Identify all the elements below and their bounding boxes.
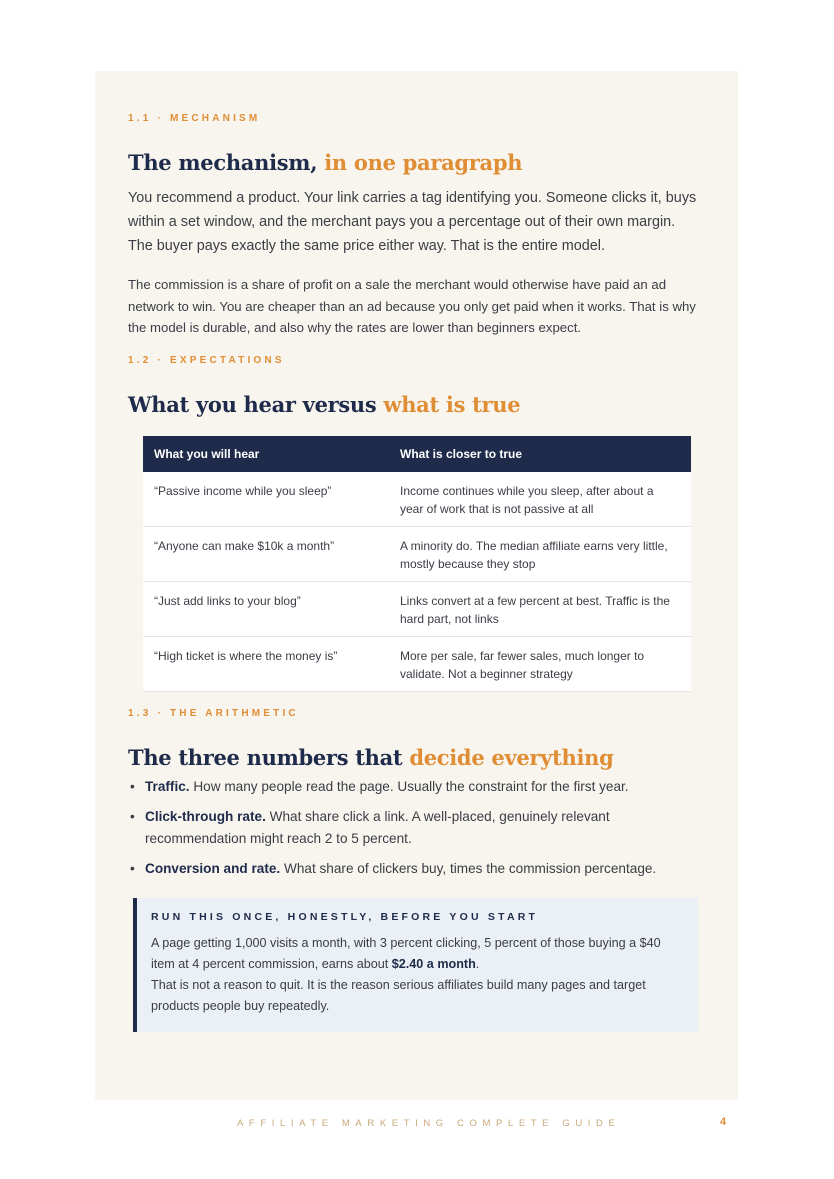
table-cell-truth: A minority do. The median affiliate earns very little, mostly because they stop <box>389 527 691 582</box>
table-row <box>143 637 691 692</box>
callout-text-end: . <box>475 957 480 971</box>
section-eyebrow-mechanism: 1.1 · MECHANISM <box>128 113 261 124</box>
table-cell-truth: More per sale, far fewer sales, much longer to validate. Not a beginner strategy <box>389 637 691 692</box>
table-header-row <box>143 436 691 472</box>
callout-title: RUN THIS ONCE, HONESTLY, BEFORE YOU START <box>151 911 539 923</box>
callout-box <box>133 898 698 1032</box>
list-item-term: Conversion and rate. <box>145 861 281 876</box>
numbers-list <box>128 776 703 888</box>
table-row <box>143 582 691 637</box>
list-item-term: Click-through rate. <box>145 809 266 824</box>
bullet-icon: • <box>130 861 135 876</box>
title-main: What you hear versus <box>128 392 384 417</box>
list-item-text: What share click a link. A well-placed, genuinely relevant recommendation might reach 2 to 5 percent. <box>145 809 610 846</box>
list-item <box>128 858 703 880</box>
table-cell-truth: Links convert at a few percent at best. Traffic is the hard part, not links <box>389 582 691 637</box>
table-row <box>143 527 691 582</box>
callout-text-second: That is not a reason to quit. It is the reason serious affiliates build many pages and target products people buy repeatedly. <box>151 978 646 1013</box>
table-row <box>143 472 691 527</box>
list-item-text: How many people read the page. Usually the constraint for the first year. <box>189 779 629 794</box>
callout-text: A page getting 1,000 visits a month, with 3 percent clicking, 5 percent of those buying a $40 item at 4 percent commission, earns about <box>151 936 661 971</box>
table-cell-truth: Income continues while you sleep, after about a year of work that is not passive at all <box>389 472 691 527</box>
callout-body <box>151 933 684 1017</box>
page-number: 4 <box>720 1116 727 1128</box>
section-title-expectations <box>128 392 520 417</box>
comparison-table <box>143 436 691 692</box>
section-eyebrow-expectations: 1.2 · EXPECTATIONS <box>128 355 285 366</box>
callout-highlight: $2.40 a month <box>391 957 476 971</box>
column-header-hear: What you will hear <box>143 436 389 472</box>
table-cell-claim: “Passive income while you sleep” <box>143 472 389 527</box>
page-panel <box>95 71 738 1100</box>
table-cell-claim: “High ticket is where the money is” <box>143 637 389 692</box>
table-cell-claim: “Anyone can make $10k a month” <box>143 527 389 582</box>
column-header-true: What is closer to true <box>389 436 691 472</box>
footer-title: AFFILIATE MARKETING COMPLETE GUIDE <box>237 1118 621 1129</box>
title-accent: decide everything <box>409 745 614 770</box>
list-item-term: Traffic. <box>145 779 190 794</box>
list-item <box>128 806 703 850</box>
section-title-mechanism <box>128 150 522 175</box>
section-eyebrow-arithmetic: 1.3 · THE ARITHMETIC <box>128 708 299 719</box>
title-accent: in one paragraph <box>324 150 523 175</box>
bullet-icon: • <box>130 779 135 794</box>
body-paragraph: The commission is a share of profit on a sale the merchant would otherwise have paid an ad network to win. You are cheaper than an ad because you only get paid when it works. That is why the model is durable, and also why the rates are lower than beginners expect. <box>128 277 696 335</box>
list-item <box>128 776 703 798</box>
title-main: The mechanism, <box>128 150 325 175</box>
title-accent: what is true <box>383 392 521 417</box>
lead-paragraph: You recommend a product. Your link carries a tag identifying you. Someone clicks it, buys within a set window, and the merchant pays you a percentage out of their own margin. The buyer pays exactly the same price either way. That is the entire model. <box>128 190 697 254</box>
section-title-arithmetic <box>128 745 613 770</box>
table-cell-claim: “Just add links to your blog” <box>143 582 389 637</box>
bullet-icon: • <box>130 809 135 824</box>
title-main: The three numbers that <box>128 745 410 770</box>
list-item-text: What share of clickers buy, times the commission percentage. <box>280 861 657 876</box>
